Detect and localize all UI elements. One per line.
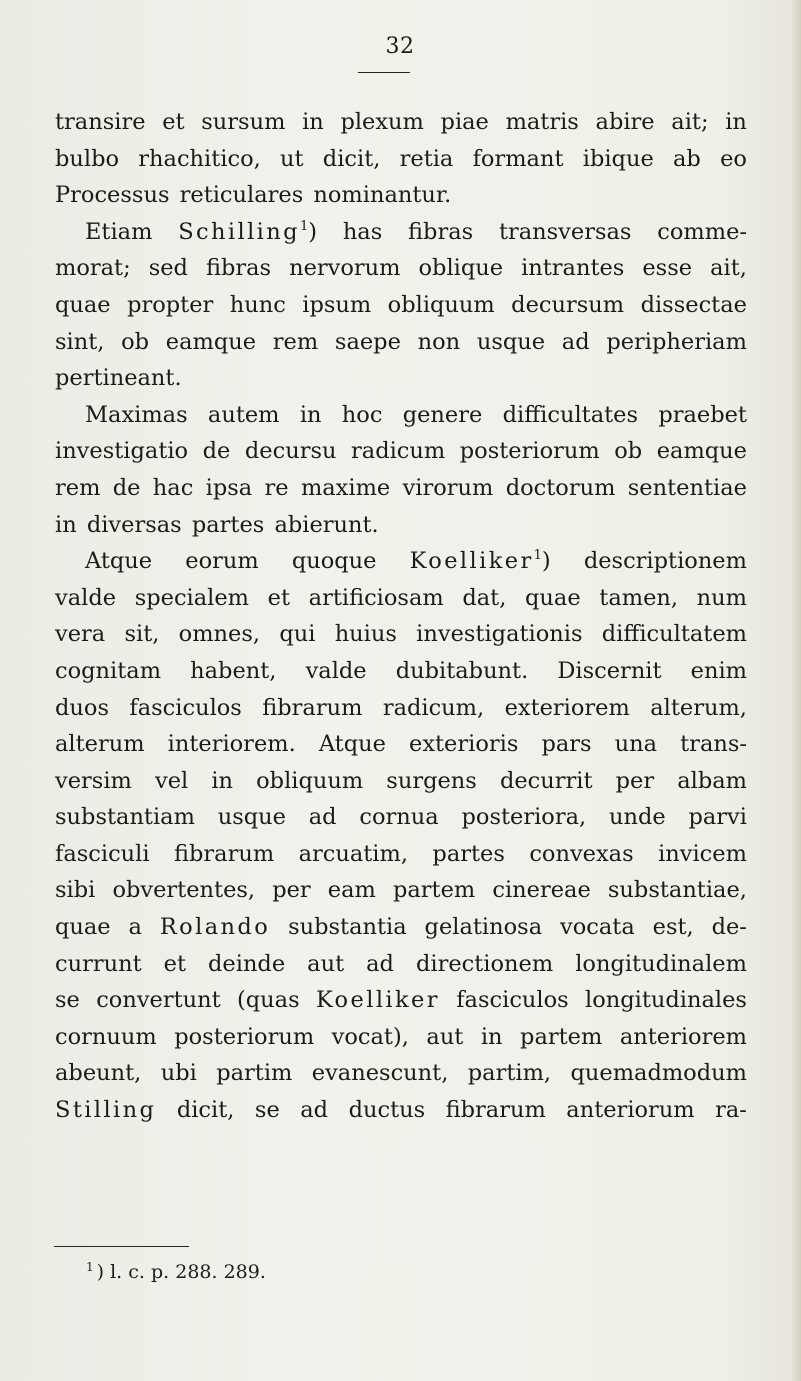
text-line xyxy=(55,177,747,214)
word: praebet xyxy=(658,401,747,428)
word: unde xyxy=(608,804,666,831)
word: rem xyxy=(55,474,101,501)
word xyxy=(255,1092,280,1129)
word: num xyxy=(696,584,747,611)
word xyxy=(653,909,694,946)
word-text: gelatinosa xyxy=(424,914,543,941)
word: hoc xyxy=(341,401,383,428)
word: longitudinalem xyxy=(575,950,747,977)
word: directionem xyxy=(415,950,554,977)
word: dicit, xyxy=(322,145,381,172)
word-text: (quas xyxy=(237,987,300,1014)
word: alterum xyxy=(55,731,145,758)
word-text: descriptionem xyxy=(583,548,747,575)
word: investigationis xyxy=(416,621,583,648)
word: saepe xyxy=(334,328,401,355)
text-line xyxy=(55,543,747,580)
word xyxy=(96,982,221,1019)
word: non xyxy=(417,328,461,355)
word: substantiam xyxy=(55,804,195,831)
word: ad xyxy=(308,804,337,831)
word: obvertentes, xyxy=(112,877,256,904)
text-line xyxy=(55,287,747,324)
word: omnes, xyxy=(178,621,261,648)
word: pertineant. xyxy=(55,365,182,392)
word-text: ductus xyxy=(348,1097,426,1124)
footnote xyxy=(86,1259,266,1285)
footnote-text: l. c. p. 288. 289. xyxy=(110,1261,266,1283)
word: Maximas xyxy=(85,401,188,428)
word: genere xyxy=(402,401,483,428)
word: decursu xyxy=(244,438,337,465)
word: oblique xyxy=(418,255,504,282)
word: cognitam xyxy=(55,657,162,684)
word xyxy=(560,909,635,946)
word: usque xyxy=(476,328,546,355)
word: in xyxy=(211,767,234,794)
word-text: quae xyxy=(55,914,111,941)
word-text: Schilling xyxy=(178,218,300,245)
word: intrantes xyxy=(521,255,625,282)
page-number: 32 xyxy=(385,34,415,59)
text-line xyxy=(55,470,747,507)
word: esse xyxy=(642,255,693,282)
word: sed xyxy=(148,255,188,282)
word: fasciculi xyxy=(55,840,150,867)
word: quemadmodum xyxy=(570,1060,747,1087)
word xyxy=(566,1092,694,1129)
word: deinde xyxy=(208,950,286,977)
word xyxy=(85,214,152,251)
word: dissectae xyxy=(640,291,747,318)
word: posteriorum xyxy=(174,1023,315,1050)
word: una xyxy=(614,731,658,758)
author-name xyxy=(55,1092,156,1129)
word: quae xyxy=(55,291,111,318)
text-line xyxy=(55,507,747,544)
word: abeunt, xyxy=(55,1060,142,1087)
word-text: eorum xyxy=(185,548,259,575)
word-text: se xyxy=(254,1097,280,1124)
word: surgens xyxy=(386,767,477,794)
word: pars xyxy=(541,731,592,758)
word-text: Etiam xyxy=(85,218,153,245)
word: et xyxy=(267,584,291,611)
word: vel xyxy=(154,767,189,794)
author-name xyxy=(160,909,270,946)
word: sibi xyxy=(55,877,96,904)
word: exteriorem xyxy=(504,694,630,721)
text-line xyxy=(55,580,747,617)
word-text: se xyxy=(55,987,80,1014)
word: bulbo xyxy=(55,145,120,172)
word: parvi xyxy=(688,804,747,831)
word: interiorem. xyxy=(167,731,296,758)
word-text: a xyxy=(128,914,142,941)
word: diversas xyxy=(86,511,182,538)
page-edge-shadow xyxy=(791,0,801,1381)
word: Discernit xyxy=(557,657,662,684)
word: Atque xyxy=(318,731,386,758)
word: propter xyxy=(127,291,214,318)
word xyxy=(129,909,142,946)
word: tamen, xyxy=(599,584,679,611)
word: trans- xyxy=(680,731,747,758)
word: ad xyxy=(366,950,394,977)
word: sint, xyxy=(55,328,105,355)
word xyxy=(657,214,747,251)
word: aut xyxy=(307,950,345,977)
word: ad xyxy=(561,328,590,355)
text-line xyxy=(55,909,747,946)
text-line xyxy=(55,726,747,763)
text-line xyxy=(55,872,747,909)
word-text: ad xyxy=(300,1097,329,1124)
word: peripheriam xyxy=(606,328,747,355)
word-text: Koelliker xyxy=(315,987,440,1014)
text-line xyxy=(55,982,747,1019)
word: aut xyxy=(426,1023,464,1050)
word: ait; xyxy=(671,109,709,135)
word: ob xyxy=(121,328,150,355)
word-text: de- xyxy=(711,914,747,941)
word: specialem xyxy=(134,584,250,611)
word-text: fibras xyxy=(408,218,474,245)
word: obliquum xyxy=(256,767,364,794)
text-line xyxy=(55,1092,747,1129)
word-text: dicit, xyxy=(176,1097,235,1124)
text-line xyxy=(55,433,747,470)
word: radicum xyxy=(351,438,446,465)
body-text xyxy=(55,104,747,1129)
word: habent, xyxy=(190,657,277,684)
word: invicem xyxy=(658,840,747,867)
word: Processus xyxy=(55,182,170,209)
word-text: substantia xyxy=(288,914,407,941)
text-line xyxy=(55,141,747,178)
word-text: est, xyxy=(652,914,694,941)
word: eo xyxy=(720,145,747,172)
text-line xyxy=(55,324,747,361)
footnote-reference-paren: ) xyxy=(308,218,318,245)
word: eamque xyxy=(165,328,257,355)
word: partim, xyxy=(467,1060,552,1087)
word: transire xyxy=(55,109,146,135)
word: duos xyxy=(55,694,109,721)
word-text: vocata xyxy=(560,914,635,941)
word: ipsa xyxy=(205,474,253,501)
word: partem xyxy=(392,877,476,904)
word: evanescunt, xyxy=(311,1060,449,1087)
text-line xyxy=(55,1019,747,1056)
word: ait, xyxy=(710,255,747,282)
word: in xyxy=(55,511,77,538)
word: sit, xyxy=(124,621,160,648)
text-line xyxy=(55,250,747,287)
word xyxy=(237,982,300,1019)
page-number-underline xyxy=(358,72,410,73)
word: qui xyxy=(279,621,316,648)
word: albam xyxy=(677,767,747,794)
text-line xyxy=(55,799,747,836)
word: de xyxy=(202,438,231,465)
word xyxy=(715,1092,747,1129)
text-line xyxy=(55,214,747,251)
word: obliquum xyxy=(387,291,495,318)
word: virorum xyxy=(402,474,494,501)
author-name xyxy=(410,543,551,580)
word xyxy=(55,909,111,946)
word: hunc xyxy=(229,291,286,318)
word: per xyxy=(272,877,311,904)
word: in xyxy=(299,401,322,428)
text-line xyxy=(55,836,747,873)
word: dat, xyxy=(462,584,507,611)
word: ut xyxy=(280,145,304,172)
word: artificiosam xyxy=(308,584,444,611)
word: anteriorem xyxy=(619,1023,747,1050)
word: valde xyxy=(305,657,367,684)
word: hac xyxy=(152,474,194,501)
word: decursum xyxy=(511,291,625,318)
word: usque xyxy=(217,804,286,831)
word: in xyxy=(302,109,324,135)
word: ob xyxy=(614,438,643,465)
word-text: Koelliker xyxy=(409,548,534,575)
footnote-reference: 1 xyxy=(533,548,542,564)
word: cinereae xyxy=(492,877,591,904)
word: plexum xyxy=(340,109,424,135)
word-text: transversas xyxy=(498,218,632,245)
word xyxy=(408,214,473,251)
text-line xyxy=(55,690,747,727)
word: cornua xyxy=(359,804,439,831)
word xyxy=(177,1092,235,1129)
word xyxy=(584,543,747,580)
word-text: comme- xyxy=(657,218,747,245)
word: huius xyxy=(334,621,397,648)
word xyxy=(425,909,543,946)
word: per xyxy=(615,767,655,794)
word-text: quoque xyxy=(291,548,377,575)
author-name xyxy=(316,982,440,1019)
word: quae xyxy=(525,584,581,611)
footnote-marker-paren: ) xyxy=(96,1261,105,1283)
word xyxy=(712,909,747,946)
word: reticulares xyxy=(179,182,304,209)
text-line xyxy=(55,397,747,434)
word: in xyxy=(725,109,747,135)
word: retia xyxy=(399,145,454,172)
word: enim xyxy=(690,657,747,684)
word: partes xyxy=(191,511,265,538)
word: matris xyxy=(505,109,579,135)
word: abire xyxy=(595,109,655,135)
word-text: longitudinales xyxy=(585,987,747,1014)
word xyxy=(292,543,377,580)
word: posteriorum xyxy=(459,438,600,465)
word: substantiae, xyxy=(607,877,747,904)
word xyxy=(499,214,632,251)
word: ab xyxy=(673,145,701,172)
footnote-reference: 1 xyxy=(299,218,309,234)
word: rem xyxy=(272,328,319,355)
text-line xyxy=(55,946,747,983)
word xyxy=(300,1092,328,1129)
word: morat; xyxy=(55,255,131,282)
word-text: has xyxy=(342,218,383,245)
word-text: anteriorum xyxy=(566,1097,695,1124)
word: ibique xyxy=(582,145,654,172)
footnote-rule xyxy=(54,1246,189,1247)
word: partem xyxy=(520,1023,603,1050)
word: sententiae xyxy=(627,474,747,501)
word xyxy=(349,1092,426,1129)
word: autem xyxy=(207,401,280,428)
word xyxy=(446,1092,546,1129)
word: exterioris xyxy=(409,731,519,758)
word: vera xyxy=(55,621,106,648)
text-line xyxy=(55,104,747,141)
word: difficultatem xyxy=(601,621,747,648)
word xyxy=(185,543,258,580)
word: alterum, xyxy=(650,694,747,721)
word: rhachitico, xyxy=(138,145,261,172)
word: doctorum xyxy=(505,474,616,501)
word: posteriora, xyxy=(461,804,587,831)
word: dubitabunt. xyxy=(395,657,529,684)
word: convexas xyxy=(529,840,634,867)
word: de xyxy=(112,474,141,501)
text-line xyxy=(55,1055,747,1092)
word: fibrarum xyxy=(262,694,363,721)
footnote-marker: 1 xyxy=(86,1260,94,1274)
word: arcuatim, xyxy=(298,840,408,867)
text-line xyxy=(55,616,747,653)
word: formant xyxy=(472,145,564,172)
word xyxy=(288,909,407,946)
word: fasciculos xyxy=(129,694,242,721)
word-text: Atque xyxy=(85,548,153,575)
word: et xyxy=(163,950,187,977)
word: nominantur. xyxy=(313,182,452,209)
word: decurrit xyxy=(499,767,593,794)
word: versim xyxy=(55,767,132,794)
word: investigatio xyxy=(55,438,189,465)
word: eam xyxy=(327,877,376,904)
word: re xyxy=(264,474,289,501)
word: abierunt. xyxy=(274,511,379,538)
word: et xyxy=(162,109,185,135)
word: difficultates xyxy=(502,401,639,428)
word: eamque xyxy=(656,438,747,465)
word-text: convertunt xyxy=(96,987,221,1014)
text-line xyxy=(55,360,747,397)
word-text: Rolando xyxy=(159,914,271,941)
word xyxy=(343,214,382,251)
word: currunt xyxy=(55,950,142,977)
word: fibrarum xyxy=(174,840,275,867)
footnote-reference-paren: ) xyxy=(541,548,551,575)
word: ubi xyxy=(160,1060,197,1087)
word: partim xyxy=(216,1060,293,1087)
word xyxy=(55,982,80,1019)
word: in xyxy=(480,1023,503,1050)
word: vocat), xyxy=(331,1023,409,1050)
word-text: fasciculos xyxy=(456,987,569,1014)
word xyxy=(85,543,152,580)
text-line xyxy=(55,653,747,690)
word: sursum xyxy=(201,109,286,135)
word: piae xyxy=(440,109,489,135)
word-text: fibrarum xyxy=(445,1097,546,1124)
word: maxime xyxy=(300,474,391,501)
word xyxy=(585,982,747,1019)
word: ipsum xyxy=(302,291,372,318)
word-text: ra- xyxy=(715,1097,747,1124)
word: cornuum xyxy=(55,1023,157,1050)
text-line xyxy=(55,763,747,800)
author-name xyxy=(178,214,317,251)
word: nervorum xyxy=(289,255,401,282)
word: fibras xyxy=(205,255,272,282)
word: radicum, xyxy=(382,694,485,721)
word-text: Stilling xyxy=(55,1097,157,1124)
word: partes xyxy=(432,840,505,867)
word: valde xyxy=(55,584,117,611)
word xyxy=(456,982,568,1019)
